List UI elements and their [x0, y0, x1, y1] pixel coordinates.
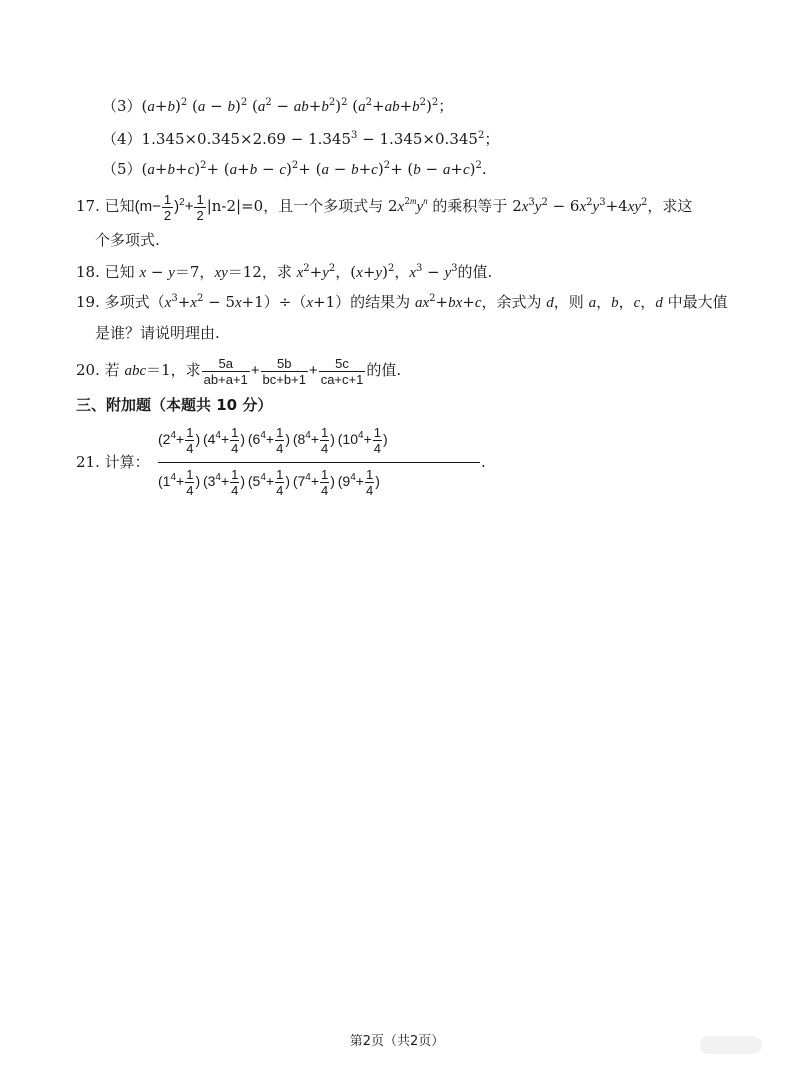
question-21-label [76, 452, 150, 472]
item-prefix: （3） [102, 97, 142, 115]
frac-den: bc+b+1 [262, 371, 306, 387]
term-exponent: 4 [215, 430, 221, 442]
term-base: 3 [207, 473, 216, 490]
math-var: d [546, 295, 554, 311]
quarter-fraction: $\frac{1}{4}$ [276, 467, 284, 498]
term-base: 2 [162, 431, 171, 448]
term-base: 1 [162, 473, 171, 490]
term-base: 9 [342, 473, 351, 490]
q21-period: . [481, 453, 486, 471]
term-exponent: 4 [358, 430, 364, 442]
question-text: 多项式 [104, 293, 150, 311]
question-18 [76, 262, 492, 283]
term-base: 10 [342, 431, 358, 448]
quarter-fraction: $\frac{1}{4}$ [186, 467, 194, 498]
question-number: 17. [76, 197, 100, 215]
question-text: ，求这 [647, 197, 693, 215]
item-prefix: （5） [102, 160, 142, 178]
math-expression: $1.345\times 0.345\times 2.69 - 1.345^3 - 1.345\times 0.345^2$； [141, 130, 500, 148]
term-exponent: 4 [215, 472, 221, 484]
question-number: 21. [76, 453, 100, 471]
q21-numerator [158, 425, 388, 456]
q21-term: ($1^4+$ $\frac{1}{4}$ ) [158, 467, 201, 498]
quarter-fraction: $\frac{1}{4}$ [231, 467, 239, 498]
fraction-bar [158, 462, 480, 463]
math-expression: (m− $\frac{1}{2}$ )$^2$+ $\frac{1}{2}$ [134, 191, 204, 223]
q21-denominator [158, 467, 380, 498]
fraction-b [261, 356, 308, 387]
term-base: 6 [252, 431, 261, 448]
term-exponent: 4 [170, 472, 177, 484]
q21-term: ($9^4+$ $\frac{1}{4}$ ) [337, 467, 380, 498]
watermark [700, 1036, 762, 1054]
quarter-fraction: $\frac{1}{4}$ [373, 425, 381, 456]
quarter-fraction: $\frac{1}{4}$ [186, 425, 194, 456]
question-text: 已知 [104, 263, 135, 281]
frac-num: 5a [202, 356, 250, 372]
q21-term: ($7^4+$ $\frac{1}{4}$ ) [292, 467, 335, 498]
math-expression: a，b，c，d [588, 293, 663, 311]
q16-item-4 [102, 129, 499, 149]
term-exponent: 4 [350, 472, 356, 484]
term-exponent: 4 [170, 430, 177, 442]
question-text: 计算： [104, 453, 150, 471]
question-number: 18. [76, 263, 100, 281]
q21-term: ($10^4+$ $\frac{1}{4}$ ) [337, 425, 388, 456]
q21-term: ($4^4+$ $\frac{1}{4}$ ) [202, 425, 246, 456]
question-text: ，求 [170, 361, 201, 379]
math-expression: $(x^3+x^2 - 5x+1)\div(x+1)$ [149, 293, 351, 311]
term-base: 7 [297, 473, 306, 490]
term-exponent: 4 [260, 430, 266, 442]
frac-num: 1 [163, 191, 172, 207]
q21-term: ($8^4+$ $\frac{1}{4}$ ) [292, 425, 335, 456]
frac-den: 2 [163, 207, 172, 223]
question-17 [76, 191, 692, 223]
page-footer: 第2页（共2页） [349, 1034, 445, 1049]
frac-num: 5b [261, 356, 308, 372]
question-text: 的乘积等于 [432, 197, 508, 215]
question-text: |n-2|=0，且一个多项式与 [206, 197, 384, 215]
fraction [194, 192, 205, 223]
section-heading: 三、附加题（本题共 10 分） [76, 396, 273, 414]
question-text: 中最大值 [667, 293, 728, 311]
quarter-fraction: $\frac{1}{4}$ [321, 425, 329, 456]
question-text: ，余式为 [481, 293, 542, 311]
quarter-fraction: $\frac{1}{4}$ [231, 425, 239, 456]
frac-den: ab+a+1 [203, 371, 248, 387]
q21-term: ($3^4+$ $\frac{1}{4}$ ) [202, 467, 246, 498]
term-exponent: 4 [305, 430, 311, 442]
quarter-fraction: $\frac{1}{4}$ [276, 425, 284, 456]
q16-item-3 [102, 96, 453, 117]
quarter-fraction: $\frac{1}{4}$ [321, 467, 329, 498]
question-19 [76, 292, 728, 313]
term-exponent: 4 [305, 472, 311, 484]
question-text: ，则 [553, 293, 584, 311]
frac-num: 5c [319, 356, 366, 372]
question-text: 的值. [457, 263, 493, 281]
frac-num: 1 [196, 191, 204, 207]
term-base: 8 [297, 431, 306, 448]
question-number: 19. [76, 293, 100, 311]
question-text: 已知 [104, 197, 135, 215]
question-text: 的值. [366, 361, 402, 379]
question-number: 20. [76, 361, 100, 379]
fraction-a [202, 356, 250, 387]
frac-den: ca+c+1 [320, 371, 364, 387]
math-expression: $(a+b+c)^2+ (a+b - c)^2+ (a - b+c)^2+ (b - a+c)^2$. [141, 160, 487, 178]
question-text: 的结果为 [350, 293, 411, 311]
math-expression: $(a+b)^2$ $(a - b)^2$ $(a^2 - ab+b^2)^2$ $(a^2+ab+b^2)^2$； [141, 97, 454, 115]
math-expression: $ax^2+bx+c$ [414, 293, 482, 311]
q21-big-fraction [158, 425, 488, 505]
question-20: 20. 若 abc＝1，求 $\frac{5a}{ab+a+1}$ + $\frac{5b}{bc+b+1}$ + $\frac{5c}{ca+c+1}$ 的值. [76, 355, 402, 387]
question-text: 若 [104, 361, 120, 379]
frac-den: 2 [196, 207, 204, 223]
quarter-fraction: $\frac{1}{4}$ [365, 467, 374, 498]
math-expression: x − y＝7，xy＝12，求 $x^2+y^2$，$(x+y)^2$，$x^3 - y^3$ [139, 263, 458, 281]
math-expression: $2x^3y^2 - 6x^2y^3+4xy^2$ [512, 197, 648, 215]
fraction [162, 192, 173, 223]
term-base: 5 [252, 473, 261, 490]
math-expression: $2x^{2m}y^n$ [387, 196, 428, 215]
math-expression: abc＝1 [124, 361, 171, 379]
term-exponent: 4 [260, 472, 266, 484]
item-prefix: （4） [102, 130, 142, 148]
q21-term: ($5^4+$ $\frac{1}{4}$ ) [247, 467, 290, 498]
question-19-line2: 是谁？请说明理由. [95, 324, 220, 342]
fraction-c [319, 356, 366, 387]
term-base: 4 [207, 431, 216, 448]
q16-item-5 [102, 159, 487, 180]
question-17-line2: 个多项式. [95, 231, 160, 249]
q21-term: ($6^4+$ $\frac{1}{4}$ ) [247, 425, 290, 456]
q21-term: ($2^4+$ $\frac{1}{4}$ ) [158, 425, 201, 456]
